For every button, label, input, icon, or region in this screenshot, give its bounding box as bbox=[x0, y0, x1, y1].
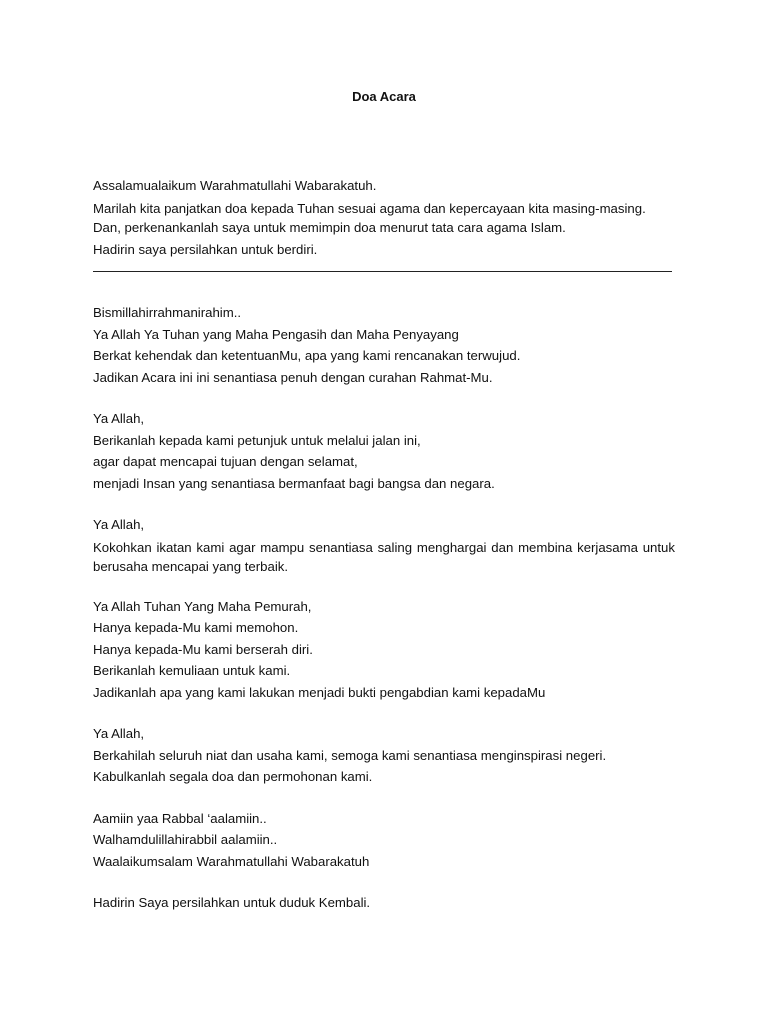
stand-line: Hadirin saya persilahkan untuk berdiri. bbox=[93, 241, 318, 257]
prayer-line: Hanya kepada-Mu kami berserah diri. bbox=[93, 641, 313, 657]
prayer-line: Hanya kepada-Mu kami memohon. bbox=[93, 620, 299, 635]
prayer-line: Berkat kehendak dan ketentuanMu, apa yang kami rencanakan terwujud. bbox=[93, 348, 521, 363]
prayer-line: Berikanlah kemuliaan untuk kami. bbox=[93, 663, 291, 678]
prayer-line: Berikanlah kepada kami petunjuk untuk melalui jalan ini, bbox=[93, 432, 421, 448]
prayer-line: Ya Allah, bbox=[93, 411, 145, 426]
prayer-line: Berkahilah seluruh niat dan usaha kami, semoga kami senantiasa menginspirasi negeri. bbox=[93, 747, 607, 763]
prayer-line: menjadi Insan yang senantiasa bermanfaat bagi bangsa dan negara. bbox=[93, 475, 495, 491]
greeting-line: Assalamualaikum Warahmatullahi Wabarakatuh. bbox=[93, 178, 377, 193]
prayer-line: agar dapat mencapai tujuan dengan selamat, bbox=[93, 454, 358, 469]
prayer-section-4 bbox=[93, 596, 675, 704]
prayer-line: Ya Allah, bbox=[93, 517, 145, 532]
prayer-line: Ya Allah Ya Tuhan yang Maha Pengasih dan Maha Penyayang bbox=[93, 326, 459, 342]
prayer-line: Kabulkanlah segala doa dan permohonan kami. bbox=[93, 769, 373, 784]
prayer-section-2 bbox=[93, 408, 675, 494]
closing-line: Hadirin Saya persilahkan untuk duduk Kembali. bbox=[93, 895, 371, 910]
prayer-line: Jadikan Acara ini ini senantiasa penuh dengan curahan Rahmat-Mu. bbox=[93, 369, 493, 385]
closing-section bbox=[93, 892, 675, 914]
invite-line-1: Marilah kita panjatkan doa kepada Tuhan sesuai agama dan kepercayaan kita masing-masing. bbox=[93, 200, 646, 216]
invite-line-2: Dan, perkenankanlah saya untuk memimpin doa menurut tata cara agama Islam. bbox=[93, 219, 566, 235]
document-title: Doa Acara bbox=[352, 89, 416, 104]
prayer-line: Aamiin yaa Rabbal ‘aalamiin.. bbox=[93, 810, 267, 826]
prayer-section-1 bbox=[93, 302, 675, 388]
intro-section bbox=[93, 175, 675, 272]
prayer-line: Jadikanlah apa yang kami lakukan menjadi bukti pengabdian kami kepadaMu bbox=[93, 684, 546, 700]
prayer-line: Ya Allah Tuhan Yang Maha Pemurah, bbox=[93, 598, 312, 614]
prayer-line: Bismillahirrahmanirahim.. bbox=[93, 305, 242, 320]
prayer-section-3 bbox=[93, 514, 675, 576]
prayer-line: Walhamdulillahirabbil aalamiin.. bbox=[93, 832, 278, 847]
prayer-section-6 bbox=[93, 808, 675, 873]
prayer-line: Ya Allah, bbox=[93, 726, 145, 741]
prayer-line: Waalaikumsalam Warahmatullahi Wabarakatuh bbox=[93, 853, 370, 869]
prayer-paragraph: Kokohkan ikatan kami agar mampu senantiasa saling menghargai dan membina kerjasama untuk berusaha mencapai yang terbaik. bbox=[93, 539, 675, 574]
prayer-section-5 bbox=[93, 723, 675, 788]
document-body bbox=[93, 175, 675, 914]
